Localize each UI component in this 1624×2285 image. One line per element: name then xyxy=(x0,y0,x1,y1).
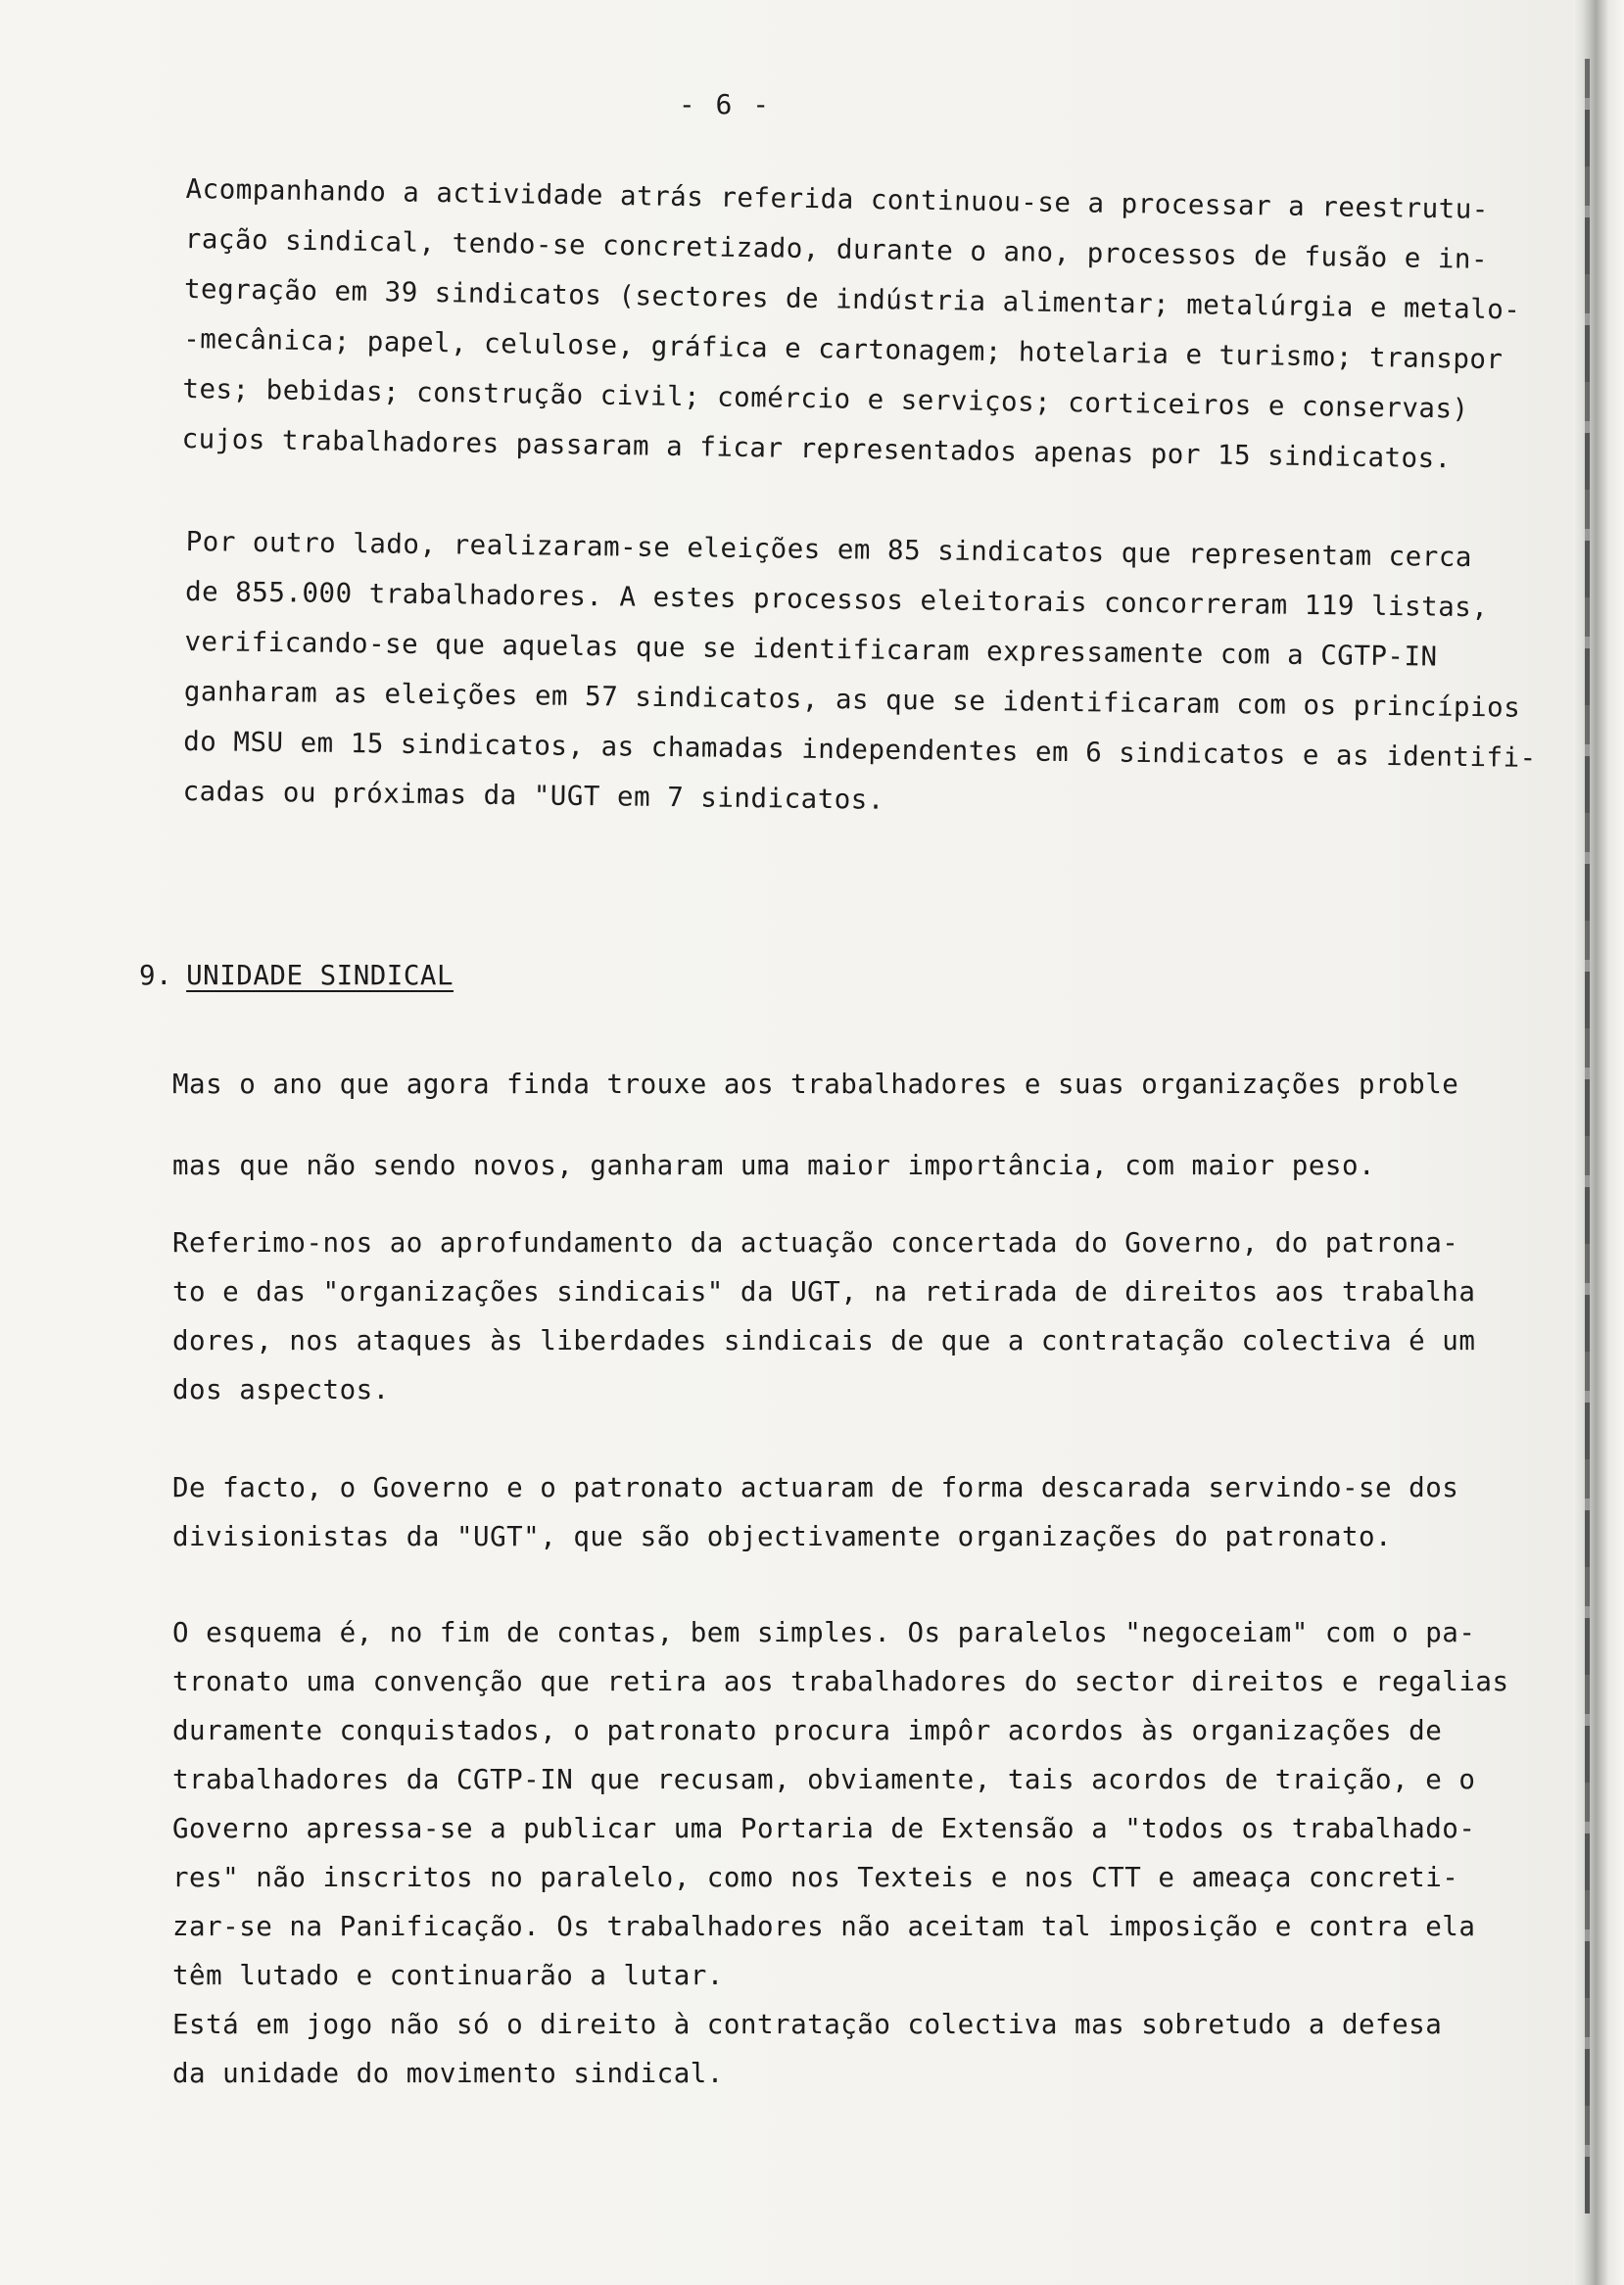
text-line: trabalhadores da CGTP-IN que recusam, obviamente, tais acordos de traição, e o xyxy=(172,1764,1476,1795)
binding-edge xyxy=(1573,0,1624,2285)
text-line: -mecânica; papel, celulose, gráfica e cartonagem; hotelaria e turismo; transpor xyxy=(182,322,1504,376)
text-line: cadas ou próximas da "UGT em 7 sindicatos. xyxy=(182,775,885,816)
section-heading xyxy=(139,960,454,991)
paragraph-elections xyxy=(182,517,1537,833)
text-line: Acompanhando a actividade atrás referida continuou-se a processar a reestrutu- xyxy=(185,172,1490,225)
text-line: dores, nos ataques às liberdades sindicais de que a contratação colectiva é um xyxy=(172,1325,1476,1357)
text-line: De facto, o Governo e o patronato actuaram de forma descarada servindo-se dos xyxy=(172,1472,1459,1503)
text-line: divisionistas da "UGT", que são objectivamente organizações do patronato. xyxy=(172,1521,1393,1552)
paragraph-scheme xyxy=(172,1608,1509,2098)
text-line: mas que não sendo novos, ganharam uma maior importância, com maior peso. xyxy=(172,1150,1376,1181)
text-line: to e das "organizações sindicais" da UGT, na retirada de direitos aos trabalha xyxy=(172,1276,1476,1308)
text-line: de 855.000 trabalhadores. A estes processos eleitorais concorreram 119 listas, xyxy=(184,575,1489,624)
paragraph-government-patronato xyxy=(172,1463,1485,1561)
text-line: da unidade do movimento sindical. xyxy=(172,2058,724,2089)
section-title: UNIDADE SINDICAL xyxy=(186,960,454,991)
text-line: O esquema é, no fim de contas, bem simples. Os paralelos "negoceiam" com o pa- xyxy=(172,1617,1476,1648)
text-line: Mas o ano que agora finda trouxe aos trabalhadores e suas organizações proble xyxy=(172,1069,1459,1100)
section-number: 9. xyxy=(139,960,173,991)
text-line: Está em jogo não só o direito à contratação colectiva mas sobretudo a defesa xyxy=(172,2009,1443,2040)
paragraph-concerted-action xyxy=(172,1218,1485,1414)
binding-shadow-line xyxy=(1585,59,1590,2214)
text-line: do MSU em 15 sindicatos, as chamadas independentes em 6 sindicatos e as identifi- xyxy=(183,725,1537,774)
paragraph-restructuring xyxy=(181,165,1521,485)
text-line: Governo apressa-se a publicar uma Portaria de Extensão a "todos os trabalhado- xyxy=(172,1813,1476,1844)
text-line: cujos trabalhadores passaram a ficar representados apenas por 15 sindicatos. xyxy=(181,422,1452,475)
text-line: tegração em 39 sindicatos (sectores de indústria alimentar; metalúrgia e metalo- xyxy=(183,272,1521,326)
page-number: - 6 - xyxy=(678,88,772,120)
text-line: ganharam as eleições em 57 sindicatos, as que se identificaram com os princípios xyxy=(183,675,1521,724)
paragraph-new-problems xyxy=(172,1044,1485,1207)
text-line: Referimo-nos ao aprofundamento da actuação concertada do Governo, do patrona- xyxy=(172,1227,1459,1259)
text-line: res" não inscritos no paralelo, como nos Texteis e nos CTT e ameaça concreti- xyxy=(172,1862,1459,1893)
text-line: ração sindical, tendo-se concretizado, durante o ano, processos de fusão e in- xyxy=(184,222,1489,275)
text-line: tronato uma convenção que retira aos trabalhadores do sector direitos e regalias xyxy=(172,1666,1509,1697)
text-line: dos aspectos. xyxy=(172,1374,390,1405)
text-line: Por outro lado, realizaram-se eleições em 85 sindicatos que representam cerca xyxy=(185,525,1473,574)
text-line: têm lutado e continuarão a lutar. xyxy=(172,1960,724,1991)
text-line: verificando-se que aquelas que se identificaram expressamente com a CGTP-IN xyxy=(184,625,1438,673)
text-line: zar-se na Panificação. Os trabalhadores não aceitam tal imposição e contra ela xyxy=(172,1911,1476,1942)
text-line: tes; bebidas; construção civil; comércio e serviços; corticeiros e conservas) xyxy=(182,372,1469,425)
text-line: duramente conquistados, o patronato procura impôr acordos às organizações de xyxy=(172,1715,1443,1746)
